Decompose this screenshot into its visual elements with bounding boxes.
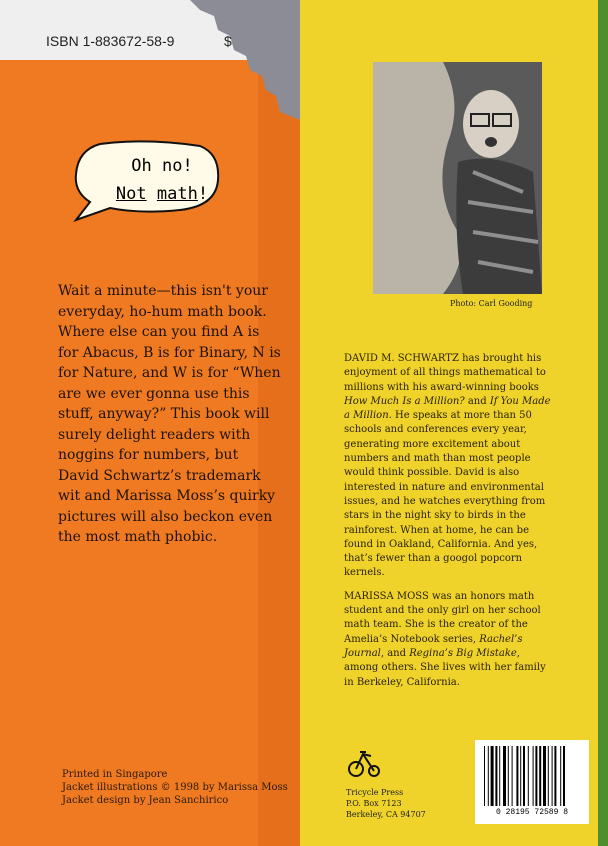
credit-line: Jacket illustrations © 1998 by Marissa Moss [62,782,288,793]
publisher-line: P.O. Box 7123 [346,799,402,808]
isbn-text: ISBN 1-883672-58-9 [46,33,175,49]
publisher-line: Tricycle Press [346,788,404,797]
speech-bubble-text [102,152,222,208]
credits-block [62,768,292,807]
price-symbol: $ [224,33,232,49]
barcode-bar [552,746,553,806]
barcode-bar [508,746,509,806]
blurb-text: Wait a minute—this isn't your everyday, ho-hum math book. Where else can you find A is for Abacus, B is for Binary, N is for Nature, and W is for “When are we ever gonna use this stuff, anyway?” This book will surely delight readers with noggins for numbers, but David Schwartz’s trademark wit and Marissa Moss’s quirky pictures will also beckon even the most math phobic. [58,283,281,545]
bubble-exclaim: ! [197,184,209,204]
barcode-bar [499,746,500,806]
green-spine-edge [598,0,608,846]
gray-fold-tab [180,0,300,120]
barcode-bar [491,746,494,806]
barcode-bar [495,746,497,806]
book-title: Regina’s Big Mistake [409,647,517,659]
illustrator-bio-text: , and [380,647,410,659]
barcode-bar [484,746,485,806]
photo-caption: Photo: Carl Gooding [450,299,533,308]
barcode-bar [516,746,518,806]
illustrator-bio-text: MARISSA MOSS was an honors math student and the only girl on her school math team. She is the creator of the Amelia’s Notebook series, [344,590,541,645]
bubble-not: Not [115,184,147,204]
barcode-bar [523,746,525,806]
publisher-address [346,787,426,820]
barcode-number: 0 28195 72589 8 [495,808,568,817]
author-photo [373,62,542,294]
barcode-bar [560,746,561,806]
barcode-bar [528,746,529,806]
bubble-line-2 [102,180,222,208]
author-bio-text: and [464,395,490,407]
author-bio [344,352,554,581]
barcode-bar [488,746,489,806]
bubble-line-1: Oh no! [131,156,193,176]
illustrator-bio-text: , among others. She lives with her family in Berkeley, California. [344,647,546,688]
book-title: How Much Is a Million? [344,395,465,407]
barcode [475,740,589,824]
barcode-bar [520,746,521,806]
author-bio-text: DAVID M. SCHWARTZ has brought his enjoyment of all things mathematical to millions with his award-winning books [344,353,546,393]
bubble-math: math [156,184,198,204]
credit-line: Printed in Singapore [62,769,168,780]
credit-line: Jacket design by Jean Sanchirico [62,795,229,806]
barcode-bar [563,746,565,806]
barcode-bar [535,746,537,806]
author-bio-text: . He speaks at more than 50 schools and conferences every year, generating more excitement about numbers and math than most people would think possible. David is also interested in nature and environmental issues, and he watches everything from stars in the night sky to birds in the rainforest. When at home, he can be found in Oakland, California. And yes, that’s fewer than a googol popcorn kernels. [344,410,546,579]
book-title: Rachel’s Journal [344,633,523,659]
tricycle-logo-icon [347,744,381,778]
barcode-bar [503,746,506,806]
illustrator-bio [344,590,554,690]
barcode-bar [548,746,549,806]
barcode-bar [543,746,546,806]
book-title: If You Made a Million [344,395,551,422]
barcode-bar [539,746,541,806]
bio-block [344,352,554,699]
barcode-bar [533,746,534,806]
publisher-line: Berkeley, CA 94707 [346,810,426,819]
barcode-bar [554,746,556,806]
barcode-bar [512,746,513,806]
barcode-bars [483,746,581,806]
